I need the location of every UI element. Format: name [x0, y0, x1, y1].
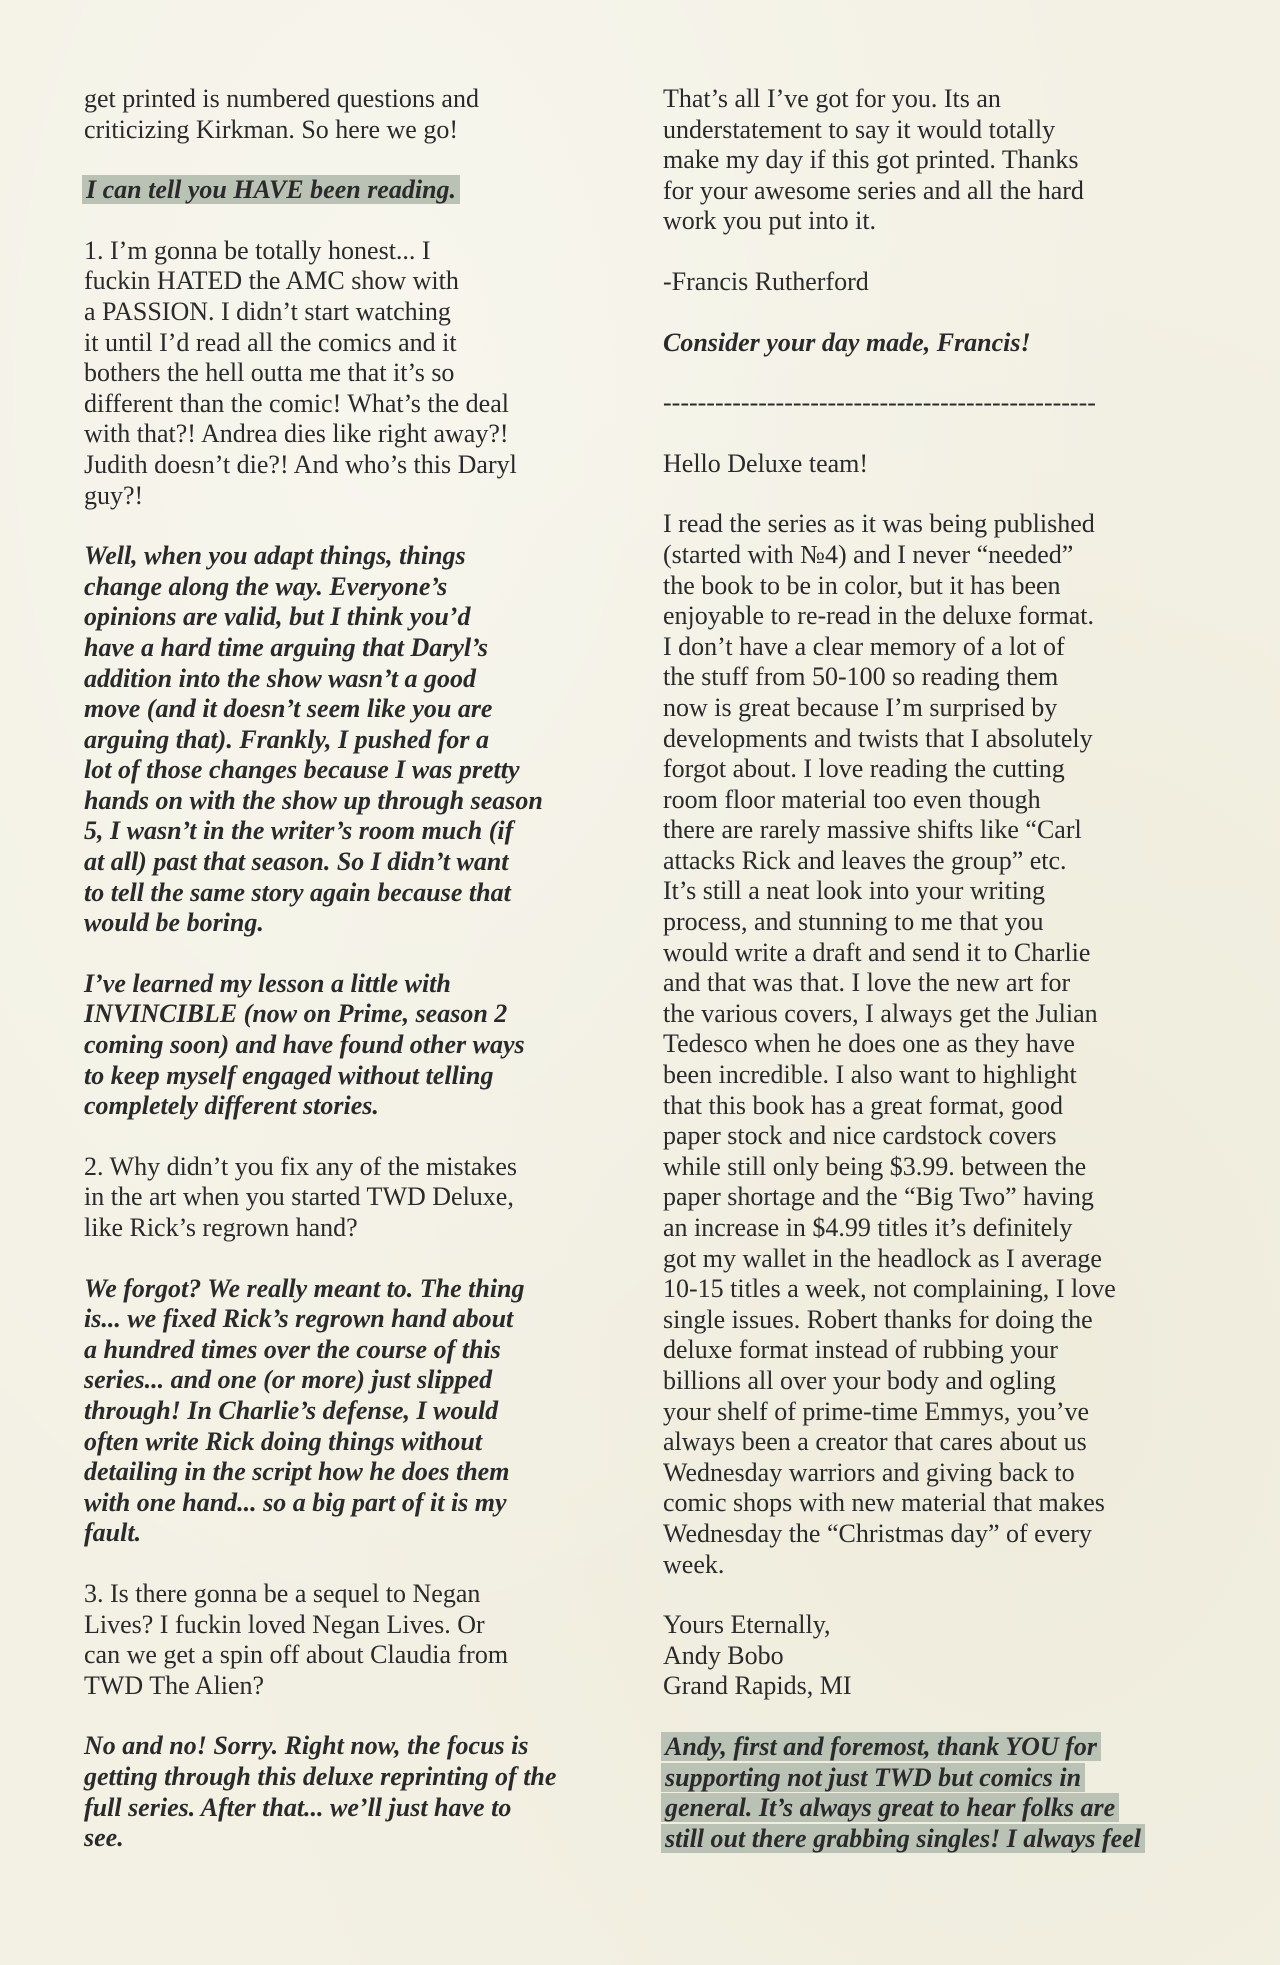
signature-francis: -Francis Rutherford — [663, 266, 869, 296]
letter-closing: That’s all I’ve got for you. Its an understatement to say it would totally make my day if this got printed. Thanks for your awesome series and all the hard work you put into it. — [663, 84, 1084, 236]
reply-intro — [84, 175, 624, 206]
reply-francis: Consider your day made, Francis! — [663, 327, 1031, 357]
signature-andy: Yours Eternally, Andy Bobo Grand Rapids, MI — [663, 1610, 852, 1701]
letter-intro: get printed is numbered questions and criticizing Kirkman. So here we go! — [84, 84, 479, 144]
right-column — [663, 84, 1208, 1884]
reply-andy — [663, 1732, 1208, 1854]
reply-1b: I’ve learned my lesson a little with INVINCIBLE (now on Prime, season 2 coming soon) and have found other ways to keep myself engaged without telling completely different stories. — [84, 968, 525, 1121]
highlighted-reply: I can tell you HAVE been reading. — [82, 175, 460, 204]
question-1: 1. I’m gonna be totally honest... I fuckin HATED the AMC show with a PASSION. I didn’t start watching it until I’d read all the comics and it bothers the hell outta me that it’s so different than the comic! What’s the deal with that?! Andrea dies like right away?! Judith doesn’t die?! And who’s this Daryl guy?! — [84, 235, 517, 510]
letter-body-andy: I read the series as it was being published (started with №4) and I never “needed” the book to be in color, but it has been enjoyable to re-read in the deluxe format. I don’t have a clear memory of a lot of the stuff from 50-100 so reading them now is great because I’m surprised by developments and twists that I absolutely forgot about. I love reading the cutting room floor material too even though there are rarely massive shifts like “Carl attacks Rick and leaves the group” etc. It’s still a neat look into your writing process, and stunning to me that you would write a draft and send it to Charlie and that was that. I love the new art for the various covers, I always get the Julian Tedesco when he does one as they have been incredible. I also want to highlight that this book has a great format, good paper stock and nice cardstock covers while still only being $3.99. between the paper shortage and the “Big Two” having an increase in $4.99 titles it’s definitely got my wallet in the headlock as I average 10-15 titles a week, not complaining, I love single issues. Robert thanks for doing the deluxe format instead of rubbing your billions all over your body and ogling your shelf of prime-time Emmys, you’ve always been a creator that cares about us Wednesday warriors and giving back to comic shops with new material that makes Wednesday the “Christmas day” of every week. — [663, 509, 1116, 1579]
reply-3: No and no! Sorry. Right now, the focus is getting through this deluxe reprinting of the full series. After that... we’ll just have to see. — [84, 1731, 557, 1853]
reply-2: We forgot? We really meant to. The thing is... we fixed Rick’s regrown hand about a hundred times over the course of this series... and one (or more) just slipped through! In Charlie’s defense, I would often write Rick doing things without detailing in the script how he does them with one hand... so a big part of it is my fault. — [84, 1273, 525, 1548]
letter-greeting: Hello Deluxe team! — [663, 448, 869, 478]
left-column — [84, 84, 624, 1884]
highlighted-reply-andy: Andy, first and foremost, thank YOU for supporting not just TWD but comics in general. It’s always great to hear folks are still out there grabbing singles! I always feel — [661, 1732, 1145, 1853]
reply-1a: Well, when you adapt things, things change along the way. Everyone’s opinions are valid, but I think you’d have a hard time arguing that Daryl’s addition into the show wasn’t a good move (and it doesn’t seem like you are arguing that). Frankly, I pushed for a lot of those changes because I was pretty hands on with the show up through season 5, I wasn’t in the writer’s room much (if at all) past that season. So I didn’t want to tell the same story again because that would be boring. — [84, 541, 543, 938]
question-3: 3. Is there gonna be a sequel to Negan Lives? I fuckin loved Negan Lives. Or can we get a spin off about Claudia from TWD The Alien? — [84, 1578, 509, 1700]
question-2: 2. Why didn’t you fix any of the mistakes in the art when you started TWD Deluxe, like Rick’s regrown hand? — [84, 1151, 518, 1242]
section-divider: -------------------------------------------------- — [663, 388, 1096, 418]
